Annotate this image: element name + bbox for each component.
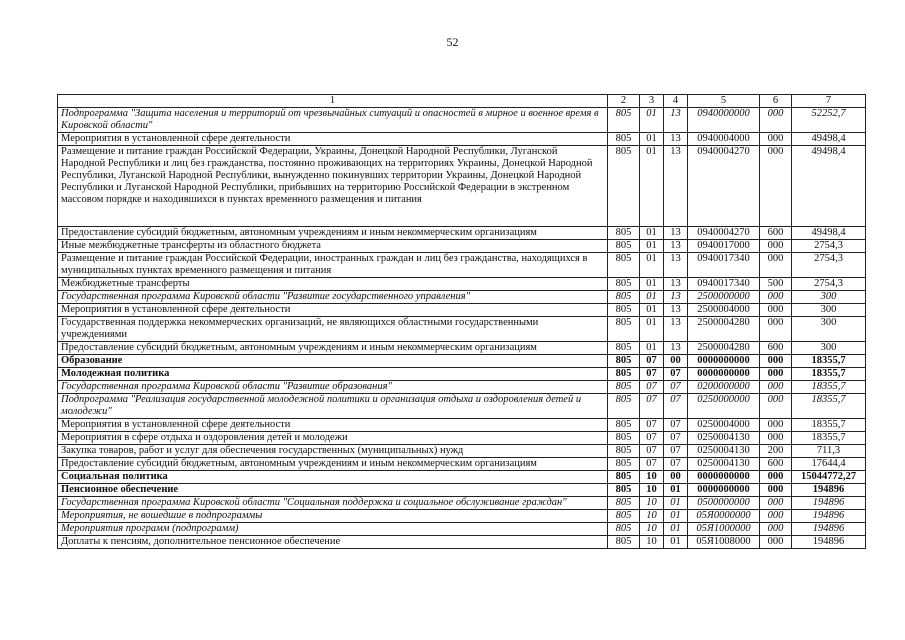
row-value-cell: 194896 [792,484,866,497]
header-row [58,95,866,108]
row-value-cell: 13 [664,133,688,146]
row-value-cell: 05Я1000000 [688,523,760,536]
row-value-cell: 10 [640,523,664,536]
row-name-cell: Подпрограмма "Реализация государственной молодежной политики и организация отдыха и оздоровления детей и молодежи" [58,394,608,419]
table-row [58,342,866,355]
row-value-cell: 300 [792,317,866,342]
row-name-cell: Межбюджетные трансферты [58,278,608,291]
row-value-cell: 000 [760,432,792,445]
row-name-cell: Доплаты к пенсиям, дополнительное пенсионное обеспечение [58,536,608,549]
row-value-cell: 000 [760,108,792,133]
row-name-cell: Закупка товаров, работ и услуг для обеспечения государственных (муниципальных) нужд [58,445,608,458]
row-value-cell: 805 [608,317,640,342]
row-value-cell: 49498,4 [792,146,866,227]
row-value-cell: 01 [664,484,688,497]
row-value-cell: 13 [664,291,688,304]
table-row [58,445,866,458]
row-value-cell: 01 [640,253,664,278]
table-row [58,432,866,445]
row-name-cell: Мероприятия, не вошедшие в подпрограммы [58,510,608,523]
row-value-cell: 18355,7 [792,368,866,381]
row-value-cell: 00 [664,355,688,368]
row-value-cell: 805 [608,108,640,133]
row-value-cell: 0200000000 [688,381,760,394]
row-value-cell: 805 [608,484,640,497]
row-name-cell: Мероприятия программ (подпрограмм) [58,523,608,536]
row-value-cell: 805 [608,536,640,549]
table-row [58,368,866,381]
row-value-cell: 200 [760,445,792,458]
row-value-cell: 000 [760,355,792,368]
row-value-cell: 805 [608,133,640,146]
row-value-cell: 07 [664,381,688,394]
row-value-cell: 805 [608,510,640,523]
row-value-cell: 17644,4 [792,458,866,471]
row-value-cell: 13 [664,146,688,227]
row-value-cell: 805 [608,240,640,253]
row-value-cell: 13 [664,278,688,291]
row-name-cell: Мероприятия в установленной сфере деятельности [58,133,608,146]
row-value-cell: 300 [792,291,866,304]
row-value-cell: 18355,7 [792,419,866,432]
row-value-cell: 000 [760,368,792,381]
row-name-cell: Мероприятия в установленной сфере деятельности [58,419,608,432]
row-value-cell: 01 [664,523,688,536]
row-value-cell: 0000000000 [688,471,760,484]
row-value-cell: 07 [640,445,664,458]
row-value-cell: 13 [664,317,688,342]
row-value-cell: 13 [664,253,688,278]
row-name-cell: Пенсионное обеспечение [58,484,608,497]
header-cell: 5 [688,95,760,108]
table-row [58,304,866,317]
row-value-cell: 000 [760,497,792,510]
row-name-cell: Социальная политика [58,471,608,484]
row-value-cell: 13 [664,227,688,240]
header-cell: 6 [760,95,792,108]
row-name-cell: Государственная программа Кировской области "Социальная поддержка и социальное обслуживание граждан" [58,497,608,510]
row-value-cell: 13 [664,240,688,253]
row-value-cell: 000 [760,146,792,227]
row-value-cell: 0000000000 [688,484,760,497]
row-value-cell: 07 [664,432,688,445]
row-value-cell: 805 [608,458,640,471]
row-name-cell: Предоставление субсидий бюджетным, автономным учреждениям и иным некоммерческим организациям [58,227,608,240]
row-value-cell: 07 [664,394,688,419]
row-value-cell: 0000000000 [688,368,760,381]
row-value-cell: 805 [608,355,640,368]
row-value-cell: 805 [608,304,640,317]
row-name-cell: Размещение и питание граждан Российской Федерации, иностранных граждан и лиц без гражданства, находящихся в муниципальных пунктах временного размещения и питания [58,253,608,278]
row-value-cell: 15044772,27 [792,471,866,484]
row-value-cell: 18355,7 [792,355,866,368]
page-number: 52 [446,35,459,49]
row-value-cell: 0250004130 [688,445,760,458]
row-value-cell: 2754,3 [792,278,866,291]
row-value-cell: 805 [608,227,640,240]
row-value-cell: 2500004280 [688,342,760,355]
row-value-cell: 0250004130 [688,458,760,471]
row-value-cell: 805 [608,381,640,394]
row-value-cell: 000 [760,419,792,432]
row-value-cell: 0250000000 [688,394,760,419]
row-value-cell: 01 [640,304,664,317]
row-value-cell: 07 [640,419,664,432]
row-value-cell: 194896 [792,523,866,536]
table-row [58,278,866,291]
row-value-cell: 805 [608,419,640,432]
row-value-cell: 805 [608,146,640,227]
row-value-cell: 01 [640,108,664,133]
row-value-cell: 000 [760,133,792,146]
row-value-cell: 01 [640,317,664,342]
row-value-cell: 07 [640,432,664,445]
row-value-cell: 07 [640,381,664,394]
row-value-cell: 805 [608,471,640,484]
row-value-cell: 805 [608,342,640,355]
row-value-cell: 18355,7 [792,381,866,394]
row-value-cell: 0940017340 [688,278,760,291]
row-value-cell: 000 [760,240,792,253]
row-value-cell: 01 [640,227,664,240]
row-value-cell: 05Я0000000 [688,510,760,523]
row-value-cell: 0940017340 [688,253,760,278]
row-value-cell: 01 [640,240,664,253]
row-value-cell: 300 [792,342,866,355]
row-value-cell: 2500000000 [688,291,760,304]
table-row [58,510,866,523]
row-value-cell: 000 [760,510,792,523]
budget-table [57,94,866,549]
row-value-cell: 0940004000 [688,133,760,146]
row-value-cell: 13 [664,342,688,355]
row-value-cell: 07 [640,394,664,419]
table-row [58,419,866,432]
row-value-cell: 00 [664,471,688,484]
row-value-cell: 07 [640,368,664,381]
table-row [58,523,866,536]
row-value-cell: 805 [608,253,640,278]
row-value-cell: 805 [608,278,640,291]
row-value-cell: 01 [640,133,664,146]
row-value-cell: 0000000000 [688,355,760,368]
row-value-cell: 01 [664,510,688,523]
row-value-cell: 0500000000 [688,497,760,510]
row-value-cell: 07 [640,355,664,368]
row-value-cell: 0940004270 [688,227,760,240]
table-body [58,108,866,549]
table-row [58,240,866,253]
table-row [58,317,866,342]
row-value-cell: 000 [760,304,792,317]
table-row [58,227,866,240]
table-row [58,291,866,304]
row-value-cell: 805 [608,497,640,510]
row-name-cell: Подпрограмма "Защита населения и территорий от чрезвычайных ситуаций и опасностей в мирное и военное время в Кировской области" [58,108,608,133]
header-cell: 3 [640,95,664,108]
table-row [58,458,866,471]
row-value-cell: 10 [640,497,664,510]
table-row [58,394,866,419]
table-row [58,497,866,510]
row-value-cell: 805 [608,445,640,458]
row-name-cell: Предоставление субсидий бюджетным, автономным учреждениям и иным некоммерческим организациям [58,342,608,355]
row-value-cell: 01 [640,291,664,304]
row-value-cell: 000 [760,536,792,549]
row-value-cell: 05Я1008000 [688,536,760,549]
row-value-cell: 805 [608,394,640,419]
table-row [58,484,866,497]
row-value-cell: 000 [760,317,792,342]
row-value-cell: 18355,7 [792,432,866,445]
row-name-cell: Иные межбюджетные трансферты из областного бюджета [58,240,608,253]
row-value-cell: 10 [640,471,664,484]
row-value-cell: 805 [608,432,640,445]
row-value-cell: 52252,7 [792,108,866,133]
row-name-cell: Размещение и питание граждан Российской Федерации, Украины, Донецкой Народной Республики, Луганской Народной Республики и лиц без гражданства, постоянно проживающих на территориях Украины, Донецкой Народной Республики, Луганской Народной Республики, вынужденно покинувших территории Украины, Донецкой Народной Республики и Луганской Народной Республики, прибывших на территорию Российской Федерации в экстренном массовом порядке и находившихся в пунктах временного размещения и питания [58,146,608,227]
row-value-cell: 600 [760,458,792,471]
row-name-cell: Предоставление субсидий бюджетным, автономным учреждениям и иным некоммерческим организациям [58,458,608,471]
row-value-cell: 194896 [792,536,866,549]
row-name-cell: Мероприятия в сфере отдыха и оздоровления детей и молодежи [58,432,608,445]
row-value-cell: 01 [640,146,664,227]
row-name-cell: Молодежная политика [58,368,608,381]
row-value-cell: 01 [640,278,664,291]
row-value-cell: 805 [608,523,640,536]
row-name-cell: Государственная программа Кировской области "Развитие образования" [58,381,608,394]
row-value-cell: 000 [760,484,792,497]
row-value-cell: 49498,4 [792,227,866,240]
row-value-cell: 2754,3 [792,240,866,253]
row-value-cell: 10 [640,536,664,549]
row-value-cell: 300 [792,304,866,317]
row-value-cell: 2500004280 [688,317,760,342]
row-value-cell: 0940000000 [688,108,760,133]
header-cell: 4 [664,95,688,108]
row-value-cell: 07 [664,419,688,432]
row-value-cell: 0250004130 [688,432,760,445]
table-row [58,108,866,133]
row-value-cell: 13 [664,304,688,317]
row-value-cell: 0940004270 [688,146,760,227]
row-value-cell: 000 [760,471,792,484]
row-value-cell: 000 [760,253,792,278]
row-name-cell: Государственная поддержка некоммерческих организаций, не являющихся областными государственными учреждениями [58,317,608,342]
row-value-cell: 2500004000 [688,304,760,317]
row-value-cell: 49498,4 [792,133,866,146]
row-value-cell: 13 [664,108,688,133]
row-value-cell: 600 [760,227,792,240]
row-value-cell: 01 [664,536,688,549]
row-value-cell: 500 [760,278,792,291]
row-value-cell: 07 [664,458,688,471]
row-value-cell: 10 [640,510,664,523]
row-value-cell: 07 [640,458,664,471]
row-value-cell: 07 [664,368,688,381]
row-value-cell: 805 [608,368,640,381]
row-value-cell: 600 [760,342,792,355]
header-cell: 2 [608,95,640,108]
row-value-cell: 805 [608,291,640,304]
row-value-cell: 18355,7 [792,394,866,419]
row-value-cell: 01 [640,342,664,355]
table-row [58,253,866,278]
row-value-cell: 711,3 [792,445,866,458]
table-row [58,133,866,146]
row-value-cell: 000 [760,381,792,394]
row-value-cell: 000 [760,291,792,304]
row-value-cell: 07 [664,445,688,458]
row-value-cell: 01 [664,497,688,510]
table-row [58,381,866,394]
table-row [58,536,866,549]
row-value-cell: 000 [760,523,792,536]
row-value-cell: 10 [640,484,664,497]
row-name-cell: Государственная программа Кировской области "Развитие государственного управления" [58,291,608,304]
row-value-cell: 0250004000 [688,419,760,432]
table-row [58,355,866,368]
row-value-cell: 194896 [792,510,866,523]
header-cell: 7 [792,95,866,108]
row-value-cell: 194896 [792,497,866,510]
row-name-cell: Образование [58,355,608,368]
row-value-cell: 2754,3 [792,253,866,278]
row-value-cell: 0940017000 [688,240,760,253]
table-row [58,146,866,227]
row-value-cell: 000 [760,394,792,419]
table-row [58,471,866,484]
row-name-cell: Мероприятия в установленной сфере деятельности [58,304,608,317]
header-cell: 1 [58,95,608,108]
